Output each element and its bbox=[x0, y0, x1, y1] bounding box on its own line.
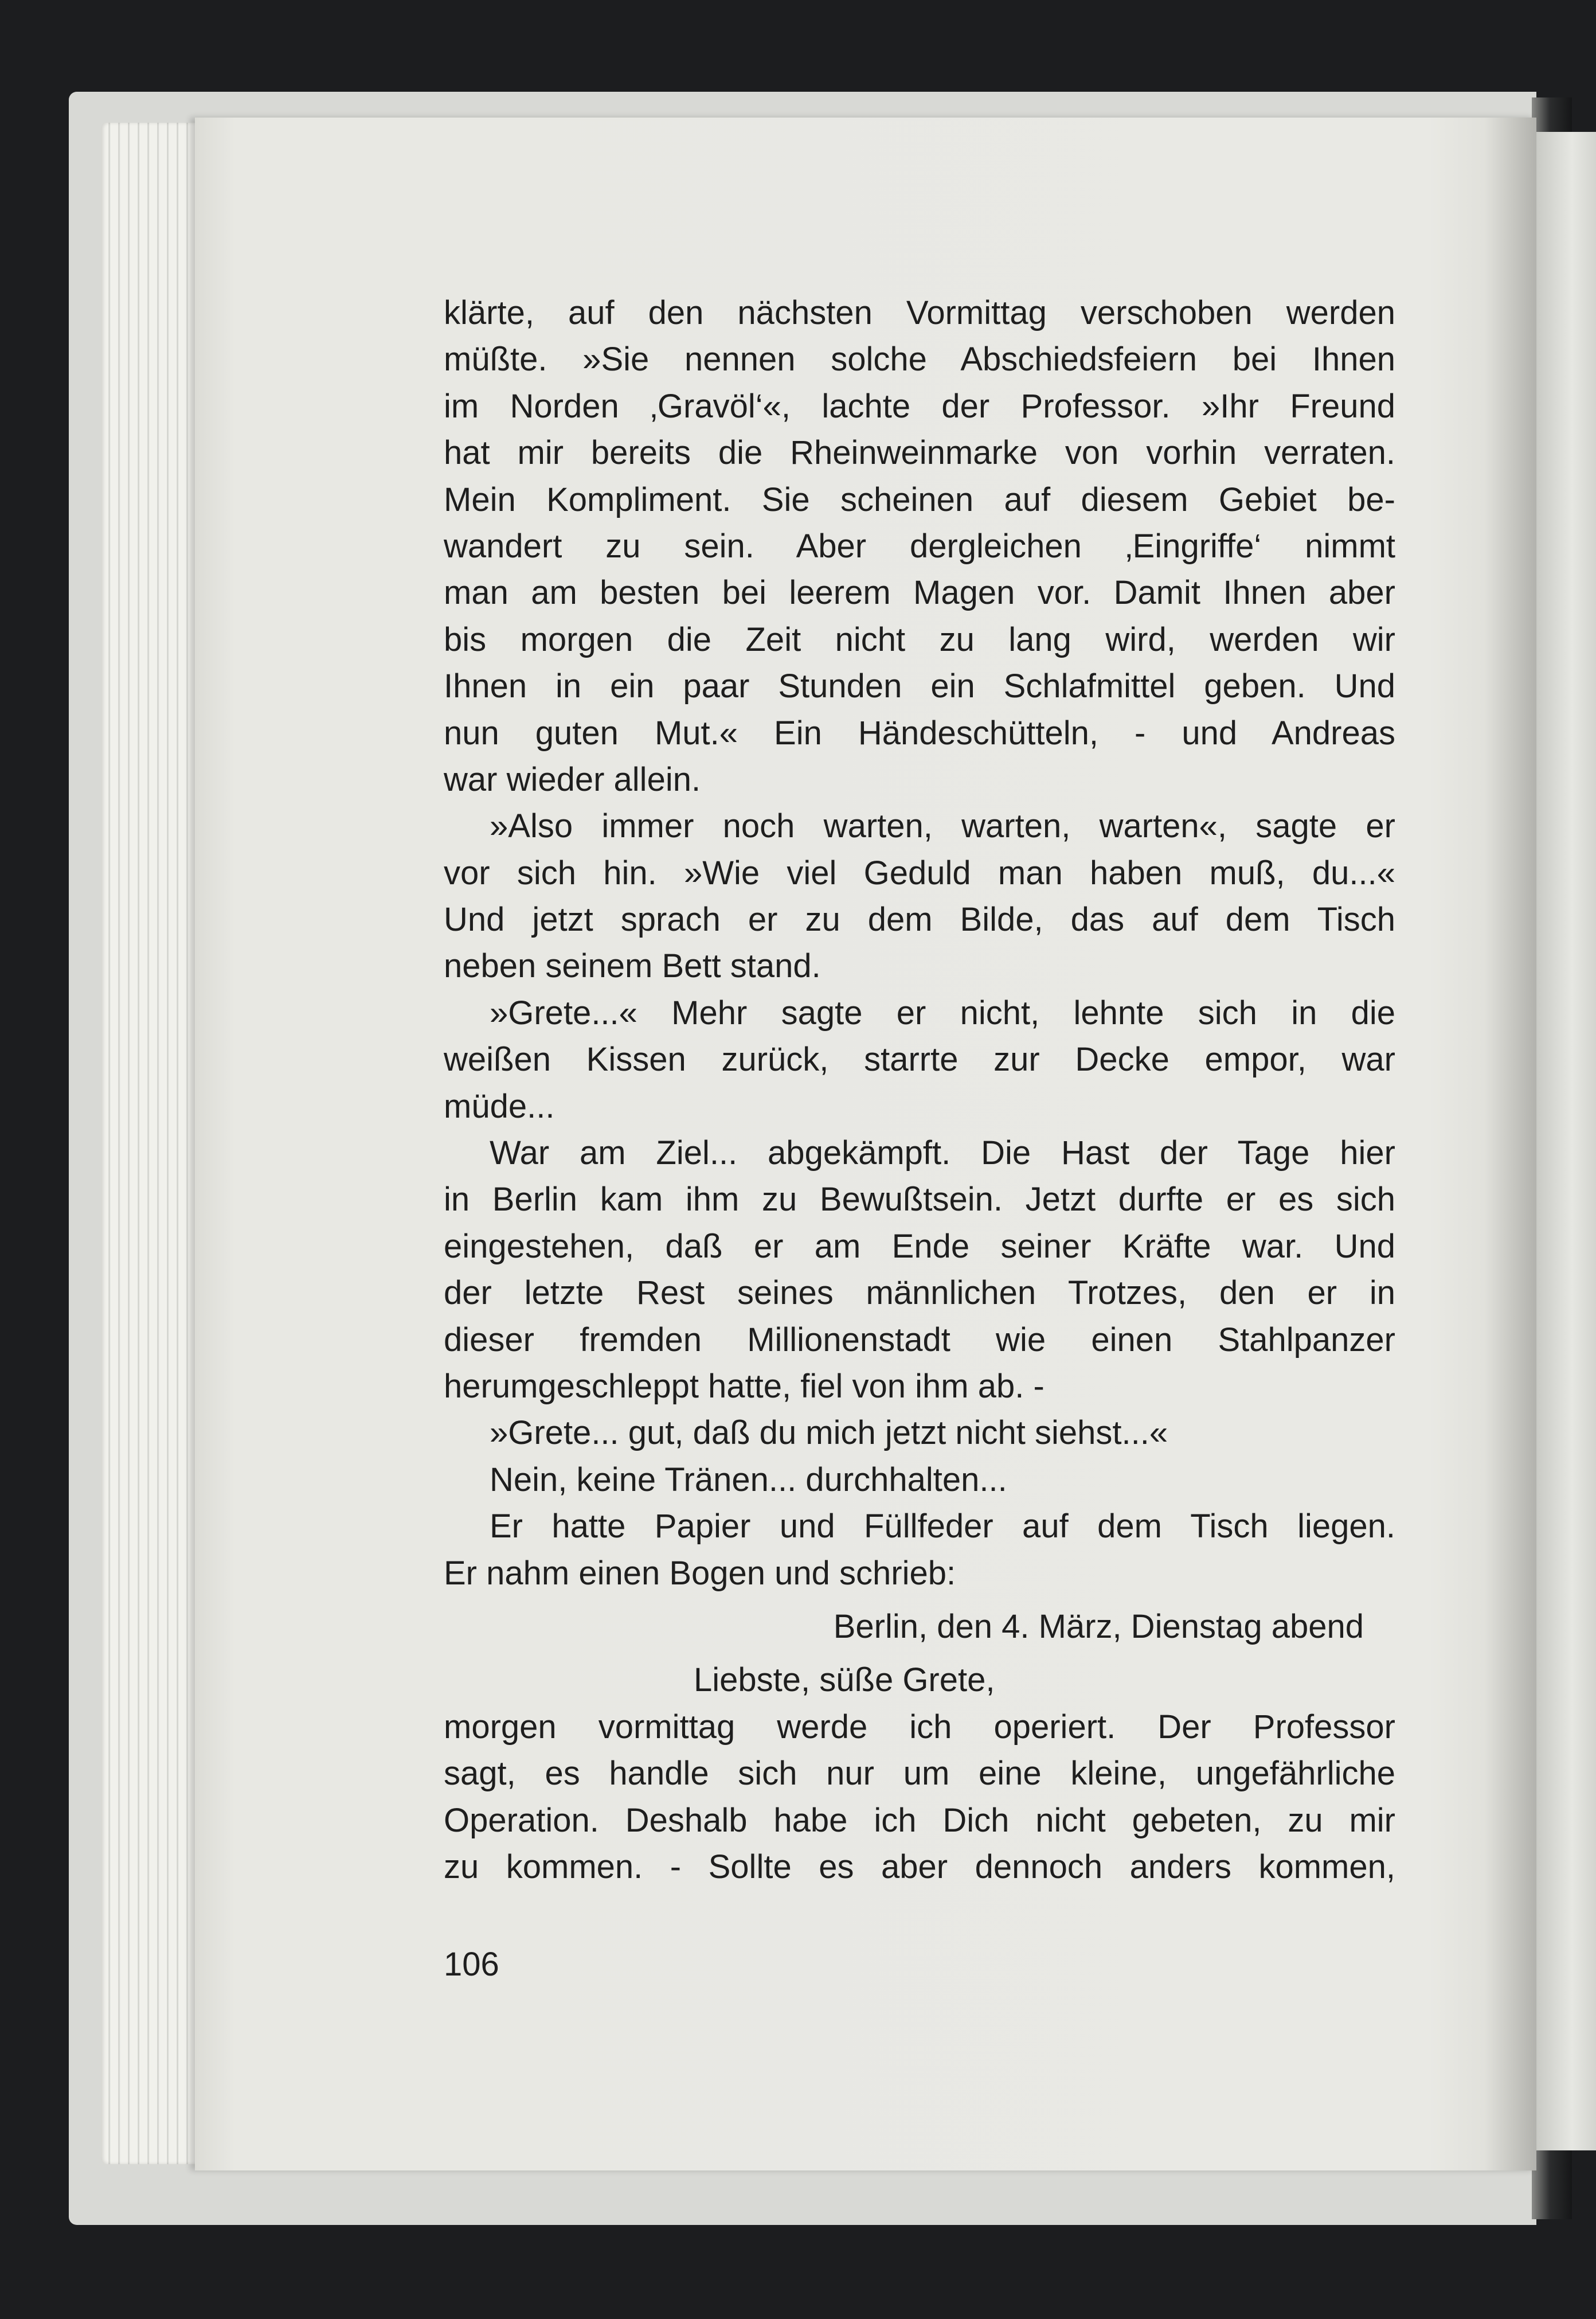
gutter-shadow bbox=[1485, 118, 1536, 2170]
text-line: weißen Kissen zurück, starrte zur Decke empor, war bbox=[444, 1041, 1395, 1079]
paragraph bbox=[444, 290, 1395, 803]
text-line: Liebste, süße Grete, bbox=[694, 1661, 995, 1699]
text-line: vor sich hin. »Wie viel Geduld man haben muß, du...« bbox=[444, 854, 1395, 892]
text-line: Nein, keine Tränen... durchhalten... bbox=[490, 1461, 1007, 1498]
text-line: zu kommen. - Sollte es aber dennoch anders kommen, bbox=[444, 1848, 1395, 1885]
text-line: herumgeschleppt hatte, fiel von ihm ab. - bbox=[444, 1367, 1045, 1405]
text-line: Und jetzt sprach er zu dem Bilde, das auf dem Tisch bbox=[444, 901, 1395, 939]
text-line: klärte, auf den nächsten Vormittag verschoben werden bbox=[444, 294, 1395, 331]
page-text bbox=[444, 290, 1395, 1890]
text-line: »Also immer noch warten, warten, warten«, sagte er bbox=[490, 807, 1395, 845]
text-line: Berlin, den 4. März, Dienstag abend bbox=[833, 1607, 1364, 1645]
paragraph bbox=[444, 1130, 1395, 1410]
text-line: müde... bbox=[444, 1087, 555, 1125]
paragraph bbox=[444, 1457, 1395, 1503]
text-line: man am besten bei leerem Magen vor. Damit Ihnen aber bbox=[444, 574, 1395, 612]
text-line: hat mir bereits die Rheinweinmarke von vorhin verraten. bbox=[444, 434, 1395, 472]
letter-salutation bbox=[444, 1657, 1395, 1703]
letter-body bbox=[444, 1704, 1395, 1891]
text-line: müßte. »Sie nennen solche Abschiedsfeiern bei Ihnen bbox=[444, 341, 1395, 378]
text-line: war wieder allein. bbox=[444, 760, 701, 798]
text-line: »Grete... gut, daß du mich jetzt nicht siehst...« bbox=[490, 1414, 1168, 1452]
text-line: im Norden ‚Gravöl‘«, lachte der Professor. »Ihr Freund bbox=[444, 387, 1395, 425]
text-line: in Berlin kam ihm zu Bewußtsein. Jetzt durfte er es sich bbox=[444, 1181, 1395, 1219]
text-line: nun guten Mut.« Ein Händeschütteln, - und Andreas bbox=[444, 714, 1395, 752]
text-line: Er nahm einen Bogen und schrieb: bbox=[444, 1554, 956, 1592]
paragraph bbox=[444, 1410, 1395, 1456]
facing-page-edge bbox=[1536, 132, 1596, 2150]
text-line: »Grete...« Mehr sagte er nicht, lehnte sich in die bbox=[490, 994, 1395, 1032]
letter-dateline bbox=[444, 1603, 1395, 1650]
paragraph bbox=[444, 803, 1395, 990]
text-line: morgen vormittag werde ich operiert. Der Professor bbox=[444, 1708, 1395, 1746]
text-line: Er hatte Papier und Füllfeder auf dem Tisch liegen. bbox=[490, 1508, 1395, 1545]
text-line: Mein Kompliment. Sie scheinen auf diesem Gebiet be- bbox=[444, 481, 1395, 518]
text-line: bis morgen die Zeit nicht zu lang wird, werden wir bbox=[444, 620, 1395, 658]
paragraph bbox=[444, 990, 1395, 1130]
text-line: wandert zu sein. Aber dergleichen ‚Eingriffe‘ nimmt bbox=[444, 527, 1395, 565]
text-line: War am Ziel... abgekämpft. Die Hast der Tage hier bbox=[490, 1134, 1395, 1172]
page-edges bbox=[101, 123, 210, 2164]
text-line: dieser fremden Millionenstadt wie einen Stahlpanzer bbox=[444, 1321, 1395, 1358]
text-line: neben seinem Bett stand. bbox=[444, 947, 821, 985]
text-line: Ihnen in ein paar Stunden ein Schlafmittel geben. Und bbox=[444, 667, 1395, 705]
text-line: der letzte Rest seines männlichen Trotzes, den er in bbox=[444, 1274, 1395, 1312]
paragraph bbox=[444, 1503, 1395, 1596]
page-number: 106 bbox=[444, 1946, 499, 1983]
text-line: eingestehen, daß er am Ende seiner Kräfte war. Und bbox=[444, 1227, 1395, 1265]
text-line: Operation. Deshalb habe ich Dich nicht gebeten, zu mir bbox=[444, 1801, 1395, 1839]
text-line: sagt, es handle sich nur um eine kleine, ungefährliche bbox=[444, 1755, 1395, 1793]
